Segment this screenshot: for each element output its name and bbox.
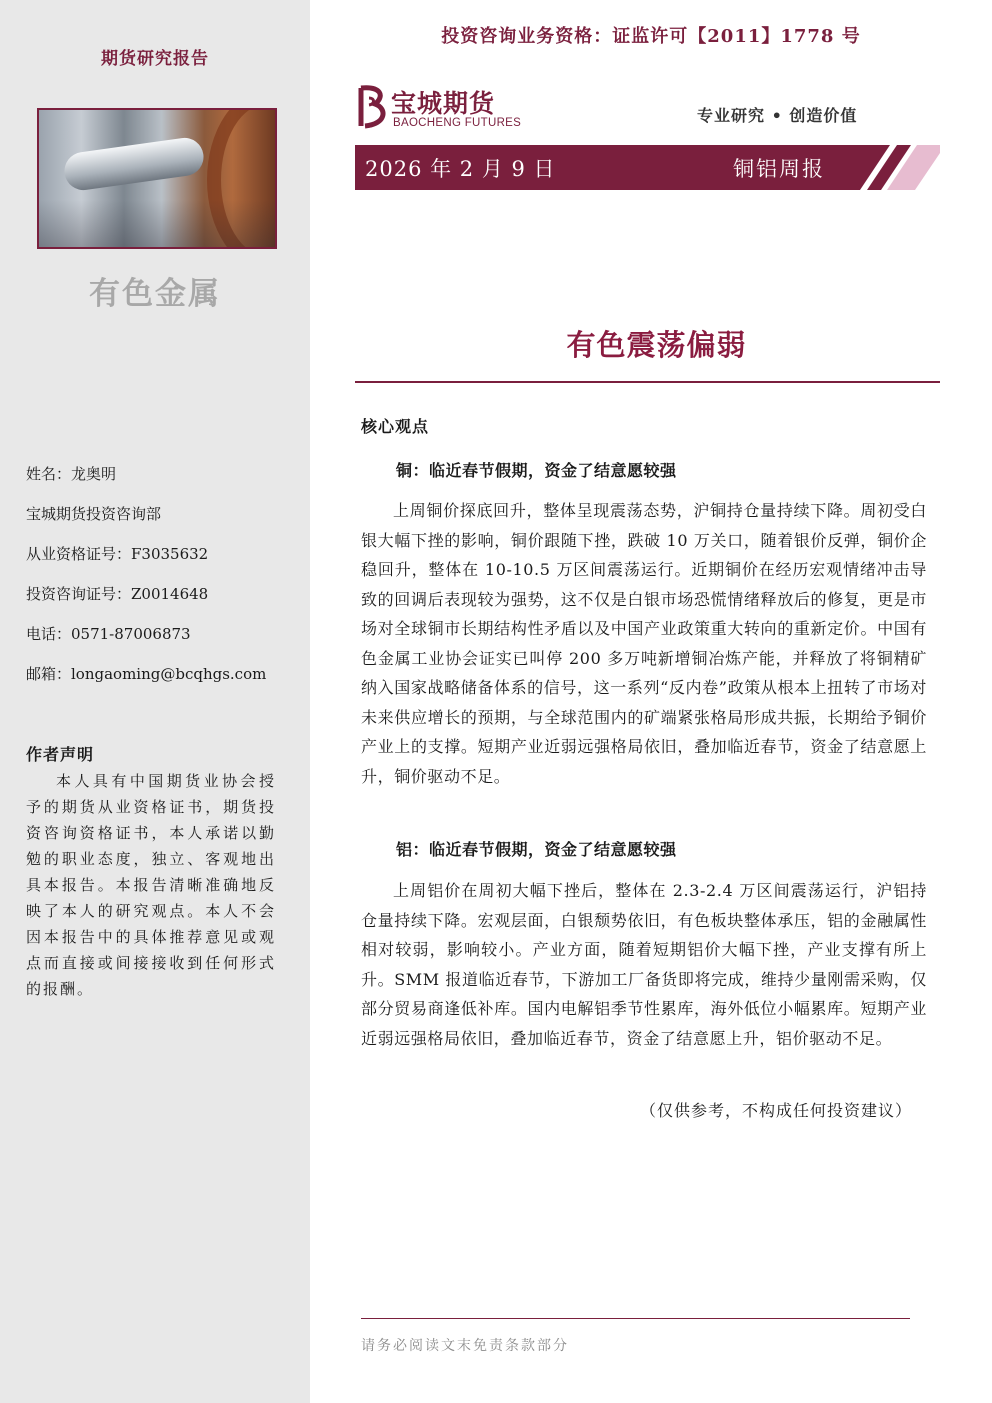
- copper-heading: 铜：临近春节假期，资金了结意愿较强: [396, 461, 677, 480]
- statement-title: 作者声明: [26, 745, 95, 764]
- disclaimer: （仅供参考，不构成任何投资建议）: [640, 1101, 913, 1120]
- aluminum-heading: 铝：临近春节假期，资金了结意愿较强: [396, 840, 677, 859]
- report-name: 铜铝周报: [733, 157, 825, 181]
- report-title: 有色震荡偏弱: [566, 328, 747, 362]
- slogan: 专业研究 • 创造价值: [697, 106, 858, 125]
- logo-chinese: 宝城期货: [391, 89, 496, 118]
- title-divider: [355, 381, 940, 383]
- sector-photo: [37, 108, 277, 249]
- logo-mark-icon: [355, 84, 391, 130]
- sector-label: 有色金属: [89, 276, 221, 312]
- core-view-label: 核心观点: [361, 417, 430, 436]
- author-license: 从业资格证号：F3035632: [26, 545, 209, 563]
- report-type-label: 期货研究报告: [101, 49, 209, 69]
- sidebar: [0, 0, 310, 1403]
- logo-english: BAOCHENG FUTURES: [393, 117, 522, 129]
- date-banner: [355, 145, 940, 190]
- copper-paragraph: 上周铜价探底回升，整体呈现震荡态势，沪铜持仓量持续下降。周初受白银大幅下挫的影响，铜价跟随下挫，跌破 10 万关口，随着银价反弹，铜价企稳回升，整体在 10-10.5 万区间震荡运行。近期铜价在经历宏观情绪冲击导致的回调后表现较为强势，这不仅是白银市场恐慌情绪释放后的修复，更是市场对全球铜市长期结构性矛盾以及中国产业政策重大转向的重新定价。中国有色金属工业协会证实已叫停 200 多万吨新增铜冶炼产能，并释放了将铜精矿纳入国家战略储备体系的信号，这一系列“反内卷”政策从根本上扭转了市场对未来供应增长的预期，与全球范围内的矿端紧张格局形成共振，长期给予铜价产业上的支撑。短期产业近弱远强格局依旧，叠加临近春节，资金了结意愿上升，铜价驱动不足。: [361, 501, 927, 786]
- company-logo: [355, 84, 525, 132]
- statement-text: 本人具有中国期货业协会授予的期货从业资格证书，期货投资咨询资格证书，本人承诺以勤勉的职业态度，独立、客观地出具本报告。本报告清晰准确地反映了本人的研究观点。本人不会因本报告中的具体推荐意见或观点而直接或间接接收到任何形式的报酬。: [26, 772, 276, 998]
- author-phone: 电话：0571-87006873: [26, 625, 191, 643]
- footer-note: 请务必阅读文末免责条款部分: [361, 1338, 569, 1354]
- author-consult-license: 投资咨询证号：Z0014648: [26, 585, 209, 603]
- qualification-line: 投资咨询业务资格：证监许可【2011】1778 号: [441, 26, 861, 47]
- footer-divider: [361, 1318, 910, 1319]
- author-email[interactable]: 邮箱：longaoming@bcqhgs.com: [26, 665, 267, 683]
- report-date: 2026 年 2 月 9 日: [365, 157, 556, 181]
- author-department: 宝城期货投资咨询部: [26, 505, 162, 523]
- author-info: [26, 462, 266, 702]
- aluminum-paragraph: 上周铝价在周初大幅下挫后，整体在 2.3-2.4 万区间震荡运行，沪铝持仓量持续下降。宏观层面，白银颓势依旧，有色板块整体承压，铝的金融属性相对较弱，影响较小。产业方面，随着短期铝价大幅下挫，产业支撑有所上升。SMM 报道临近春节，下游加工厂备货即将完成，维持少量刚需采购，仅部分贸易商逢低补库。国内电解铝季节性累库，海外低位小幅累库。短期产业近弱远强格局依旧，叠加临近春节，资金了结意愿上升，铝价驱动不足。: [361, 881, 927, 1048]
- author-name: 姓名：龙奥明: [26, 465, 117, 483]
